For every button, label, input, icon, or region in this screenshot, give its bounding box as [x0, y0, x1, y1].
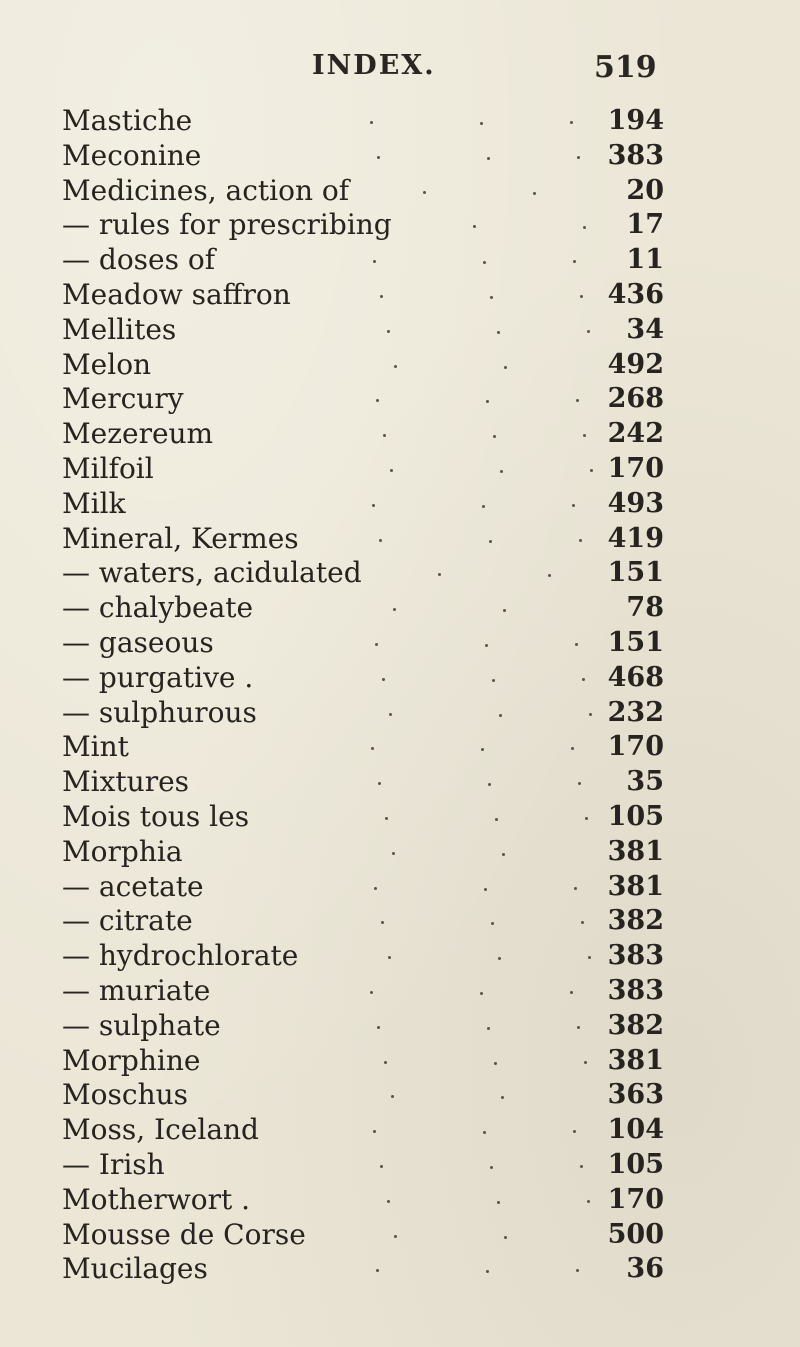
running-title: INDEX.	[312, 50, 436, 81]
index-entry	[0, 1078, 800, 1113]
index-list	[0, 104, 800, 1287]
page-header	[0, 50, 800, 90]
index-term: — muriate	[62, 973, 211, 1007]
index-entry	[0, 765, 800, 800]
dot-leader	[330, 1095, 594, 1099]
index-page-ref: 268	[607, 383, 664, 415]
dot-leader	[330, 1235, 594, 1239]
index-page-ref: 492	[607, 348, 664, 380]
index-entry	[0, 1183, 800, 1218]
index-page-ref: 242	[607, 418, 664, 450]
dot-leader	[330, 643, 594, 647]
index-page-ref: 105	[607, 800, 664, 832]
dot-leader	[330, 782, 594, 786]
dot-leader	[330, 678, 594, 682]
index-entry	[0, 208, 800, 243]
dot-leader	[330, 399, 594, 403]
index-term: Mellites	[62, 312, 177, 346]
index-term: — waters, acidulated	[62, 556, 362, 590]
index-entry	[0, 800, 800, 835]
index-entry	[0, 661, 800, 696]
index-entry	[0, 1113, 800, 1148]
index-term: Moschus	[62, 1078, 189, 1112]
index-entry	[0, 939, 800, 974]
index-term: — gaseous	[62, 625, 214, 659]
index-page-ref: 383	[607, 974, 664, 1006]
index-page-ref: 194	[607, 105, 664, 136]
index-page-ref: 382	[607, 1009, 664, 1041]
dot-leader	[330, 539, 594, 543]
index-term: — rules for prescribing	[62, 208, 392, 242]
index-entry	[0, 904, 800, 939]
index-entry	[0, 870, 800, 905]
index-page-ref: 468	[607, 661, 664, 693]
index-page-ref: 20	[626, 174, 664, 206]
dot-leader	[330, 156, 594, 160]
index-page-ref: 381	[607, 870, 664, 902]
index-entry	[0, 1148, 800, 1183]
index-page-ref: 104	[607, 1114, 664, 1146]
index-page-ref: 381	[607, 835, 664, 867]
index-page-ref: 35	[626, 766, 664, 798]
dot-leader	[330, 817, 594, 821]
dot-leader	[330, 121, 594, 125]
index-term: Morphine	[62, 1043, 201, 1077]
index-term: Milfoil	[62, 451, 154, 485]
index-term: Moss, Iceland	[62, 1113, 259, 1147]
dot-leader	[330, 1165, 594, 1169]
index-term: Morphia	[62, 834, 183, 868]
dot-leader	[330, 434, 594, 438]
index-term: Meadow saffron	[62, 277, 291, 311]
index-entry	[0, 696, 800, 731]
index-entry	[0, 313, 800, 348]
index-term: — hydrochlorate	[62, 939, 299, 973]
index-term: — doses of	[62, 243, 216, 277]
index-page-ref: 151	[607, 626, 664, 658]
index-entry	[0, 174, 800, 209]
index-term: Mucilages	[62, 1252, 208, 1286]
index-term: Mercury	[62, 382, 184, 416]
index-term: — sulphurous	[62, 695, 257, 729]
index-page-ref: 34	[626, 313, 664, 345]
index-term: — acetate	[62, 869, 204, 903]
index-term: Medicines, action of	[62, 173, 350, 207]
index-entry	[0, 591, 800, 626]
dot-leader	[330, 504, 594, 508]
dot-leader	[330, 1269, 594, 1273]
index-term: Mois tous les	[62, 799, 250, 833]
index-term: Motherwort .	[62, 1182, 251, 1216]
index-entry	[0, 1218, 800, 1253]
index-term: Mixtures	[62, 765, 190, 799]
index-entry	[0, 417, 800, 452]
index-term: — sulphate	[62, 1008, 221, 1042]
index-page-ref: 363	[607, 1079, 664, 1111]
dot-leader	[330, 260, 594, 264]
index-entry	[0, 139, 800, 174]
index-page-ref: 36	[626, 1253, 664, 1285]
index-page-ref: 381	[607, 1044, 664, 1076]
index-term: Mousse de Corse	[62, 1217, 306, 1251]
index-page-ref: 170	[607, 452, 664, 484]
dot-leader	[330, 1026, 594, 1030]
index-page-ref: 419	[607, 522, 664, 554]
index-entry	[0, 730, 800, 765]
index-page-ref: 436	[607, 278, 664, 310]
index-page-ref: 170	[607, 1183, 664, 1215]
index-entry	[0, 278, 800, 313]
dot-leader	[330, 852, 594, 856]
index-term: — Irish	[62, 1147, 165, 1181]
index-entry	[0, 1252, 800, 1287]
index-term: Mezereum	[62, 417, 214, 451]
dot-leader	[330, 330, 594, 334]
index-term: Mastiche	[62, 104, 193, 137]
index-page-ref: 78	[626, 592, 664, 624]
dot-leader	[330, 921, 594, 925]
page-number: 519	[594, 50, 657, 85]
dot-leader	[412, 225, 594, 229]
dot-leader	[330, 956, 594, 960]
index-entry	[0, 487, 800, 522]
index-term: — purgative .	[62, 660, 254, 694]
index-term: Mint	[62, 730, 129, 764]
index-page-ref: 232	[607, 696, 664, 728]
index-entry	[0, 382, 800, 417]
index-term: Melon	[62, 347, 152, 381]
index-page-ref: 500	[607, 1218, 664, 1250]
index-page-ref: 383	[607, 139, 664, 171]
index-term: Meconine	[62, 138, 202, 172]
index-entry	[0, 104, 800, 139]
index-page-ref: 105	[607, 1148, 664, 1180]
dot-leader	[382, 573, 594, 577]
dot-leader	[330, 365, 594, 369]
dot-leader	[330, 1200, 594, 1204]
dot-leader	[330, 713, 594, 717]
index-entry	[0, 243, 800, 278]
dot-leader	[330, 991, 594, 995]
index-entry	[0, 522, 800, 557]
index-entry	[0, 835, 800, 870]
dot-leader	[369, 191, 594, 195]
dot-leader	[330, 469, 594, 473]
dot-leader	[330, 1061, 594, 1065]
index-term: — chalybeate	[62, 591, 254, 625]
index-entry	[0, 974, 800, 1009]
dot-leader	[330, 608, 594, 612]
index-entry	[0, 556, 800, 591]
index-entry	[0, 348, 800, 383]
index-term: — citrate	[62, 904, 193, 938]
index-page-ref: 151	[607, 557, 664, 589]
index-entry	[0, 1044, 800, 1079]
index-page-ref: 17	[626, 209, 664, 241]
index-term: Mineral, Kermes	[62, 521, 299, 555]
dot-leader	[330, 1130, 594, 1134]
index-entry	[0, 452, 800, 487]
index-page-ref: 493	[607, 487, 664, 519]
index-entry	[0, 1009, 800, 1044]
index-term: Milk	[62, 486, 126, 520]
index-page-ref: 11	[626, 244, 664, 276]
index-entry	[0, 626, 800, 661]
dot-leader	[330, 887, 594, 891]
dot-leader	[330, 747, 594, 751]
index-page-ref: 170	[607, 731, 664, 763]
index-page-ref: 382	[607, 905, 664, 937]
index-page-ref: 383	[607, 940, 664, 972]
dot-leader	[330, 295, 594, 299]
